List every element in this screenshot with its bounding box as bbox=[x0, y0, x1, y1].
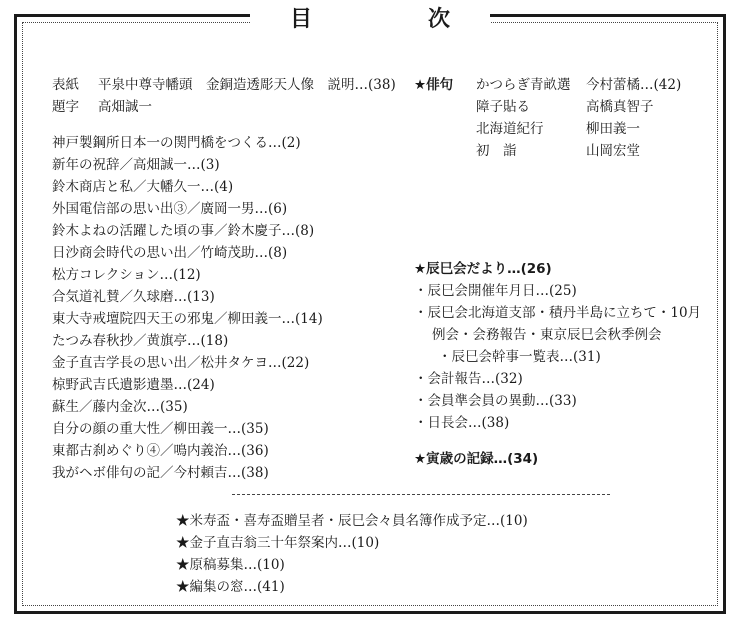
news-line: 例会・会務報告・東京辰巳会秋季例会 bbox=[432, 327, 662, 343]
article-item[interactable]: 鈴木商店と私／大幡久一…(4) bbox=[52, 179, 234, 195]
haiku-title[interactable]: 北海道紀行 bbox=[476, 121, 544, 137]
article-item[interactable]: 鈴木よねの活躍した頃の事／鈴木慶子…(8) bbox=[52, 223, 315, 239]
article-item[interactable]: 合気道礼賛／久球磨…(13) bbox=[52, 289, 215, 305]
notice-item[interactable]: ★金子直吉翁三十年祭案内…(10) bbox=[176, 535, 380, 551]
article-item[interactable]: 外国電信部の思い出③／廣岡一男…(6) bbox=[52, 201, 288, 217]
cover-line bbox=[52, 74, 396, 96]
news-header[interactable]: ★辰巳会だより…(26) bbox=[414, 261, 552, 277]
article-list bbox=[52, 132, 396, 484]
article-item[interactable]: 蘇生／藤内金次…(35) bbox=[52, 399, 188, 415]
article-item[interactable]: 日沙商会時代の思い出／竹崎茂助…(8) bbox=[52, 245, 288, 261]
news-line[interactable]: ・辰巳会開催年月日…(25) bbox=[414, 283, 577, 299]
article-item[interactable]: 神戸製鋼所日本一の関門橋をつくる…(2) bbox=[52, 135, 301, 151]
article-item[interactable]: 自分の顔の重大性／柳田義一…(35) bbox=[52, 421, 269, 437]
haiku-author: 山岡宏堂 bbox=[586, 143, 640, 159]
article-item[interactable]: 我がヘボ俳句の記／今村頼吉…(38) bbox=[52, 465, 269, 481]
article-item[interactable]: 新年の祝辞／高畑誠一…(3) bbox=[52, 157, 220, 173]
haiku-title[interactable]: 障子貼る bbox=[476, 99, 530, 115]
article-item[interactable]: 東大寺戒壇院四天王の邪鬼／柳田義一…(14) bbox=[52, 311, 323, 327]
title-char-1: 目 bbox=[290, 6, 313, 32]
haiku-author: 今村蕾橘…(42) bbox=[586, 77, 682, 93]
news-line[interactable]: ・会員準会員の異動…(33) bbox=[414, 393, 577, 409]
haiku-title[interactable]: かつらぎ青畝選 bbox=[476, 77, 571, 93]
record-header[interactable]: ★寅歳の記録…(34) bbox=[414, 451, 539, 467]
page-title bbox=[250, 0, 490, 34]
news-line[interactable]: ・日長会…(38) bbox=[414, 415, 510, 431]
dashed-divider bbox=[232, 494, 610, 495]
article-item[interactable]: 松方コレクション…(12) bbox=[52, 267, 201, 283]
title-char-2: 次 bbox=[427, 6, 450, 32]
notice-item[interactable]: ★編集の窓…(41) bbox=[176, 579, 285, 595]
calligraphy-line bbox=[52, 96, 396, 118]
notices-section bbox=[176, 510, 528, 598]
notice-item[interactable]: ★原稿募集…(10) bbox=[176, 557, 285, 573]
haiku-section bbox=[414, 74, 701, 162]
notice-item[interactable]: ★米寿盃・喜寿盃贈呈者・辰巳会々員名簿作成予定…(10) bbox=[176, 513, 528, 529]
haiku-title[interactable]: 初 詣 bbox=[476, 143, 517, 159]
calligraphy-label: 題字 bbox=[52, 99, 79, 115]
news-section bbox=[414, 258, 701, 434]
news-line[interactable]: ・辰巳会北海道支部・積丹半島に立ちて・10月 bbox=[414, 305, 702, 321]
left-column bbox=[52, 74, 396, 484]
haiku-header: ★俳句 bbox=[414, 77, 454, 93]
cover-text: 平泉中尊寺幡頭 金銅造透彫天人像 説明…(38) bbox=[98, 77, 396, 93]
article-item[interactable]: 東都古刹めぐり④／鳴内義治…(36) bbox=[52, 443, 269, 459]
article-item[interactable]: たつみ春秋抄／黄旗亭…(18) bbox=[52, 333, 229, 349]
cover-label: 表紙 bbox=[52, 77, 79, 93]
calligraphy-text: 高畑誠一 bbox=[98, 99, 152, 115]
right-column bbox=[414, 74, 701, 470]
article-item[interactable]: 金子直吉学長の思い出／松井タケヨ…(22) bbox=[52, 355, 310, 371]
haiku-author: 高橋真智子 bbox=[586, 99, 654, 115]
haiku-author: 柳田義一 bbox=[586, 121, 640, 137]
news-line[interactable]: ・辰巳会幹事一覧表…(31) bbox=[438, 349, 601, 365]
news-line[interactable]: ・会計報告…(32) bbox=[414, 371, 523, 387]
article-item[interactable]: 椋野武吉氏遺影遺墨…(24) bbox=[52, 377, 215, 393]
